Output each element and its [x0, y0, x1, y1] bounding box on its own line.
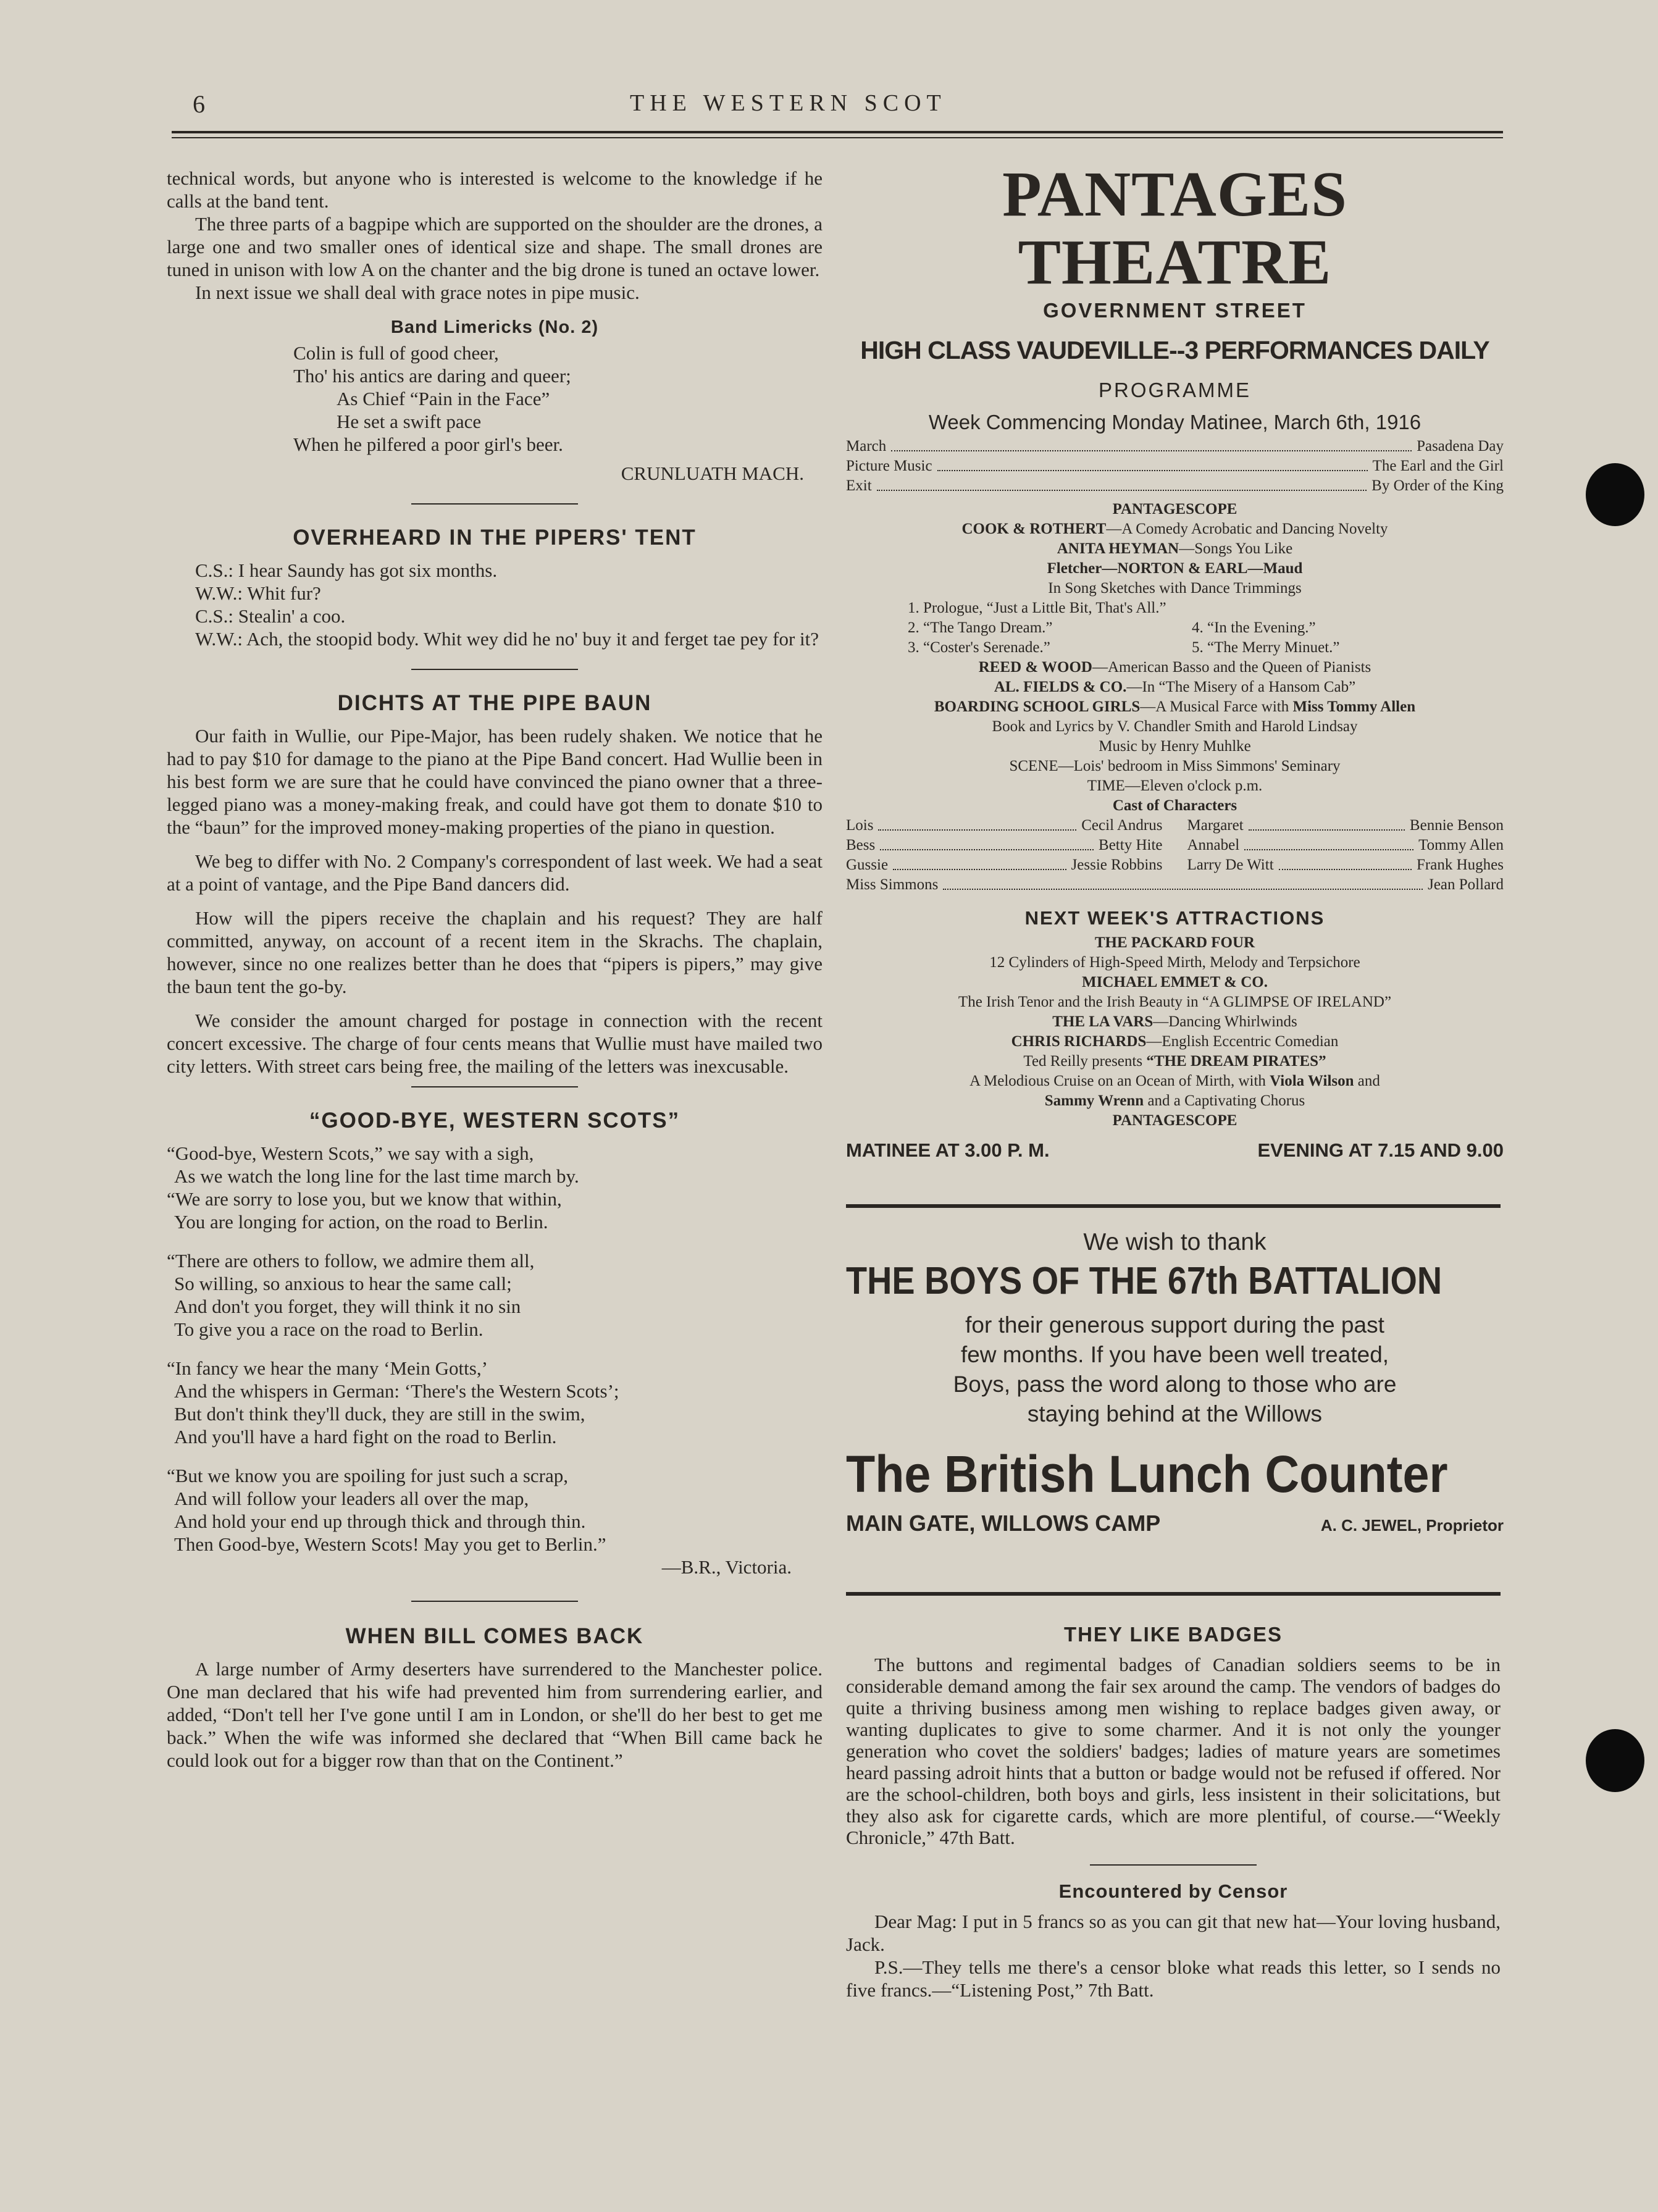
- act-line: The Irish Tenor and the Irish Beauty in “A GLIMPSE OF IRELAND”: [958, 994, 1392, 1010]
- badges-heading: THEY LIKE BADGES: [1063, 1623, 1283, 1646]
- battalion-heading: THE BOYS OF THE 67th BATTALION: [846, 1260, 1442, 1302]
- punch-hole: [1586, 463, 1644, 526]
- verse-line: Tho' his antics are daring and queer;: [293, 365, 571, 387]
- dialogue-line: C.S.: Stealin' a coo.: [195, 605, 346, 627]
- verse-line: When he pilfered a poor girl's beer.: [293, 434, 563, 455]
- cast-table: [846, 816, 1504, 875]
- punch-hole: [1586, 1729, 1644, 1792]
- act-line: AL. FIELDS & CO.—In “The Misery of a Hansom Cab”: [994, 679, 1356, 695]
- verse-line: And the whispers in German: ‘There's the Western Scots’;: [174, 1380, 619, 1402]
- stanza: [167, 1357, 823, 1448]
- goodbye-poem: [167, 1142, 823, 1556]
- verse-line: And will follow your leaders all over the map,: [174, 1488, 529, 1509]
- ad-rule: [846, 1592, 1501, 1596]
- divider: [411, 503, 578, 505]
- cast-row: Larry De Witt Frank Hughes: [1187, 857, 1504, 873]
- poem-signature: —B.R., Victoria.: [661, 1556, 792, 1578]
- next-week-acts: [846, 933, 1504, 1131]
- body-line: Boys, pass the word along to those who are: [953, 1372, 1397, 1397]
- header-rule-thin: [172, 137, 1503, 138]
- music-row: Exit By Order of the King: [846, 477, 1504, 494]
- stanza: [167, 1142, 823, 1233]
- ad-rule: [846, 1204, 1501, 1208]
- verse-line: “There are others to follow, we admire them all,: [167, 1250, 535, 1271]
- verse-line: As we watch the long line for the last time march by.: [174, 1165, 579, 1187]
- stanza: [167, 1464, 823, 1556]
- limerick-signature: CRUNLUATH MACH.: [621, 463, 804, 484]
- dichts-paragraph: How will the pipers receive the chaplain and his request? They are half committed, anyway, on account of a recent item in the Skrachs. The chaplain, however, since no one realizes better than he does that “pipers is pipers,” may give the baun tent the go-by.: [167, 907, 823, 997]
- header-rule: [172, 131, 1503, 133]
- act-line: COOK & ROTHERT—A Comedy Acrobatic and Dancing Novelty: [961, 521, 1388, 537]
- song: 3. “Coster's Serenade.”: [908, 639, 1050, 656]
- programme-heading: PROGRAMME: [1098, 379, 1251, 401]
- act-line: CHRIS RICHARDS—English Eccentric Comedian: [1011, 1033, 1339, 1050]
- cast-heading: Cast of Characters: [1112, 797, 1237, 814]
- body-line: staying behind at the Willows: [1027, 1401, 1323, 1426]
- intro-paragraph: In next issue we shall deal with grace notes in pipe music.: [195, 282, 640, 303]
- limerick: [293, 341, 823, 456]
- pantages-ad: [846, 161, 1504, 1162]
- limericks-heading: Band Limericks (No. 2): [390, 317, 599, 337]
- matinee-time: MATINEE AT 3.00 P. M.: [846, 1139, 1050, 1161]
- showtimes: [846, 1139, 1504, 1162]
- overheard-dialogue: [167, 559, 823, 650]
- act-line: Fletcher—NORTON & EARL—Maud: [1047, 560, 1303, 577]
- running-title: THE WESTERN SCOT: [630, 90, 947, 116]
- theatre-tagline: HIGH CLASS VAUDEVILLE--3 PERFORMANCES DAILY: [860, 336, 1489, 364]
- verse-line: And don't you forget, they will think it no sin: [174, 1296, 521, 1317]
- next-week-heading: NEXT WEEK'S ATTRACTIONS: [1024, 907, 1325, 929]
- verse-line: But don't think they'll duck, they are still in the swim,: [174, 1403, 585, 1425]
- evening-time: EVENING AT 7.15 AND 9.00: [1257, 1139, 1504, 1161]
- lunch-location: MAIN GATE, WILLOWS CAMP: [846, 1510, 1161, 1536]
- song-row: [908, 618, 1504, 638]
- verse-line: You are longing for action, on the road to Berlin.: [174, 1211, 548, 1233]
- thank-line: We wish to thank: [1083, 1229, 1267, 1255]
- verse-line: “But we know you are spoiling for just such a scrap,: [167, 1465, 569, 1486]
- music-row: March Pasadena Day: [846, 438, 1504, 455]
- divider: [1090, 1864, 1257, 1866]
- verse-line: “Good-bye, Western Scots,” we say with a sigh,: [167, 1142, 534, 1164]
- act-line: Music by Henry Muhlke: [1099, 738, 1251, 755]
- overheard-heading: OVERHEARD IN THE PIPERS' TENT: [293, 526, 697, 550]
- body-line: few months. If you have been well treated,: [960, 1342, 1389, 1367]
- theatre-name: PANTAGES THEATRE: [1002, 159, 1347, 298]
- verse-line: He set a swift pace: [337, 411, 482, 432]
- body-line: for their generous support during the past: [965, 1312, 1384, 1338]
- censor-paragraph: P.S.—They tells me there's a censor bloke what reads this letter, so I sends no five francs.—“Listening Post,” 7th Batt.: [846, 1956, 1501, 2001]
- cast-row: Gussie Jessie Robbins: [846, 857, 1163, 873]
- act-line: THE LA VARS—Dancing Whirlwinds: [1052, 1013, 1297, 1030]
- page-number: 6: [193, 90, 205, 118]
- lunch-ad: [846, 1229, 1504, 1536]
- lunch-proprietor: A. C. JEWEL, Proprietor: [1320, 1516, 1504, 1535]
- intro-paragraph: The three parts of a bagpipe which are supported on the shoulder are the drones, a large one and two smaller ones of identical size and shape. The small drones are tuned in unison with low A on the chanter and the big drone is tuned an octave lower.: [167, 213, 823, 280]
- verse-line: So willing, so anxious to hear the same call;: [174, 1273, 512, 1294]
- dichts-paragraph: We consider the amount charged for postage in connection with the recent concert excessive. The charge of four cents means that Wullie must have mailed two city letters. With street cars being free, the mailing of the letters was inexcusable.: [167, 1010, 823, 1077]
- dichts-paragraph: Our faith in Wullie, our Pipe-Major, has been rudely shaken. We notice that he had to pay $10 for damage to the piano at the Pipe Band concert. Had Wullie been in his best form we are sure that he could have convinced the piano owner that a three-legged piano was a money-making freak, and could have got them to donate $10 to the “baun” for the improved money-making properties of the piano in question.: [167, 725, 823, 838]
- censor-heading: Encountered by Censor: [1058, 1880, 1288, 1902]
- verse-line: As Chief “Pain in the Face”: [337, 388, 550, 409]
- dialogue-line: W.W.: Ach, the stoopid body. Whit wey did he no' buy it and ferget tae pey for it?: [195, 628, 819, 650]
- song: 2. “The Tango Dream.”: [908, 619, 1053, 636]
- verse-line: Colin is full of good cheer,: [293, 342, 499, 364]
- goodbye-heading: “GOOD-BYE, WESTERN SCOTS”: [309, 1108, 680, 1133]
- dialogue-line: W.W.: Whit fur?: [195, 582, 321, 604]
- censor-paragraph: Dear Mag: I put in 5 francs so as you can git that new hat—Your loving husband, Jack.: [846, 1911, 1501, 1955]
- pantagescope-label: PANTAGESCOPE: [1112, 501, 1237, 517]
- act-name: MICHAEL EMMET & CO.: [1082, 974, 1268, 991]
- music-row: Picture Music The Earl and the Girl: [846, 458, 1504, 474]
- act-line: In Song Sketches with Dance Trimmings: [1048, 580, 1302, 597]
- verse-line: And you'll have a hard fight on the road to Berlin.: [174, 1426, 557, 1447]
- act-line: BOARDING SCHOOL GIRLS—A Musical Farce with Miss Tommy Allen: [934, 698, 1416, 715]
- week-heading: Week Commencing Monday Matinee, March 6th, 1916: [928, 411, 1421, 434]
- dialogue-line: C.S.: I hear Saundy has got six months.: [195, 559, 498, 581]
- song: 1. Prologue, “Just a Little Bit, That's All.”: [908, 600, 1166, 616]
- badges-article: [846, 1623, 1501, 2001]
- bill-paragraph: A large number of Army deserters have surrendered to the Manchester police. One man declared that his wife had prevented him from surrendering earlier, and added, “Don't tell her I've gone until I am in London, or she'll do her best to get me back.” When the wife was informed she declared that “When Bill came back he could look out for a bigger row than that on the Continent.”: [167, 1658, 823, 1771]
- cast-row: Annabel Tommy Allen: [1187, 837, 1504, 853]
- verse-line: “In fancy we hear the many ‘Mein Gotts,’: [167, 1357, 488, 1379]
- song: 5. “The Merry Minuet.”: [1192, 639, 1340, 656]
- song-row: [908, 638, 1504, 658]
- lunch-body: [846, 1310, 1504, 1429]
- cast-row: Lois Cecil Andrus: [846, 817, 1163, 834]
- act-line: Ted Reilly presents “THE DREAM PIRATES”: [1023, 1053, 1326, 1070]
- act-line: TIME—Eleven o'clock p.m.: [1087, 777, 1263, 794]
- divider: [411, 1601, 578, 1602]
- dichts-heading: DICHTS AT THE PIPE BAUN: [337, 691, 652, 715]
- divider: [411, 1086, 578, 1087]
- act-line: SCENE—Lois' bedroom in Miss Simmons' Seminary: [1009, 758, 1341, 774]
- intro-paragraph: technical words, but anyone who is interested is welcome to the knowledge if he calls at the band tent.: [167, 167, 823, 212]
- badges-paragraph: The buttons and regimental badges of Canadian soldiers seems to be in considerable demand among the fair sex around the camp. The vendors of badges do quite a thriving business among men wishing to replace badges given away, or wanting duplicates to give to some charmer. And it is not only the younger generation who covet the soldiers' badges; ladies of mature years are sometimes heard passing adroit hints that a button or badge would not be refused if offered. Nor are the school-children, both boys and girls, less insistent in their solicitations, but they also ask for cigarette cards, which are more plentiful, of course.—“Weekly Chronicle,” 47th Batt.: [846, 1654, 1501, 1848]
- cast-row: Bess Betty Hite: [846, 837, 1163, 853]
- act-line: REED & WOOD—American Basso and the Queen of Pianists: [978, 659, 1371, 676]
- song-list: [846, 598, 1504, 658]
- cast-row: Miss Simmons Jean Pollard: [846, 876, 1504, 893]
- cast-row: Margaret Bennie Benson: [1187, 817, 1504, 834]
- programme-acts: [846, 500, 1504, 816]
- verse-line: And hold your end up through thick and through thin.: [174, 1510, 586, 1532]
- divider: [411, 669, 578, 670]
- bill-heading: WHEN BILL COMES BACK: [345, 1624, 644, 1648]
- lunch-counter-name: The British Lunch Counter: [846, 1445, 1448, 1503]
- verse-line: Then Good-bye, Western Scots! May you get to Berlin.”: [174, 1533, 606, 1555]
- music-list: [846, 437, 1504, 496]
- pantagescope-label: PANTAGESCOPE: [1112, 1112, 1237, 1129]
- verse-line: To give you a race on the road to Berlin.: [174, 1318, 484, 1340]
- left-column: [167, 167, 823, 1772]
- act-line: A Melodious Cruise on an Ocean of Mirth, with Viola Wilson and: [969, 1073, 1380, 1089]
- act-line: Sammy Wrenn and a Captivating Chorus: [1044, 1092, 1305, 1109]
- verse-line: “We are sorry to lose you, but we know that within,: [167, 1188, 562, 1210]
- song: 4. “In the Evening.”: [1192, 619, 1316, 636]
- theatre-street: GOVERNMENT STREET: [1043, 299, 1307, 322]
- lunch-footer: [846, 1510, 1504, 1536]
- stanza: [167, 1249, 823, 1341]
- act-name: THE PACKARD FOUR: [1094, 934, 1255, 951]
- act-line: ANITA HEYMAN—Songs You Like: [1057, 540, 1293, 557]
- act-line: Book and Lyrics by V. Chandler Smith and Harold Lindsay: [992, 718, 1358, 735]
- act-line: 12 Cylinders of High-Speed Mirth, Melody and Terpsichore: [989, 954, 1360, 971]
- dichts-paragraph: We beg to differ with No. 2 Company's correspondent of last week. We had a seat at a point of vantage, and the Pipe Band dancers did.: [167, 850, 823, 895]
